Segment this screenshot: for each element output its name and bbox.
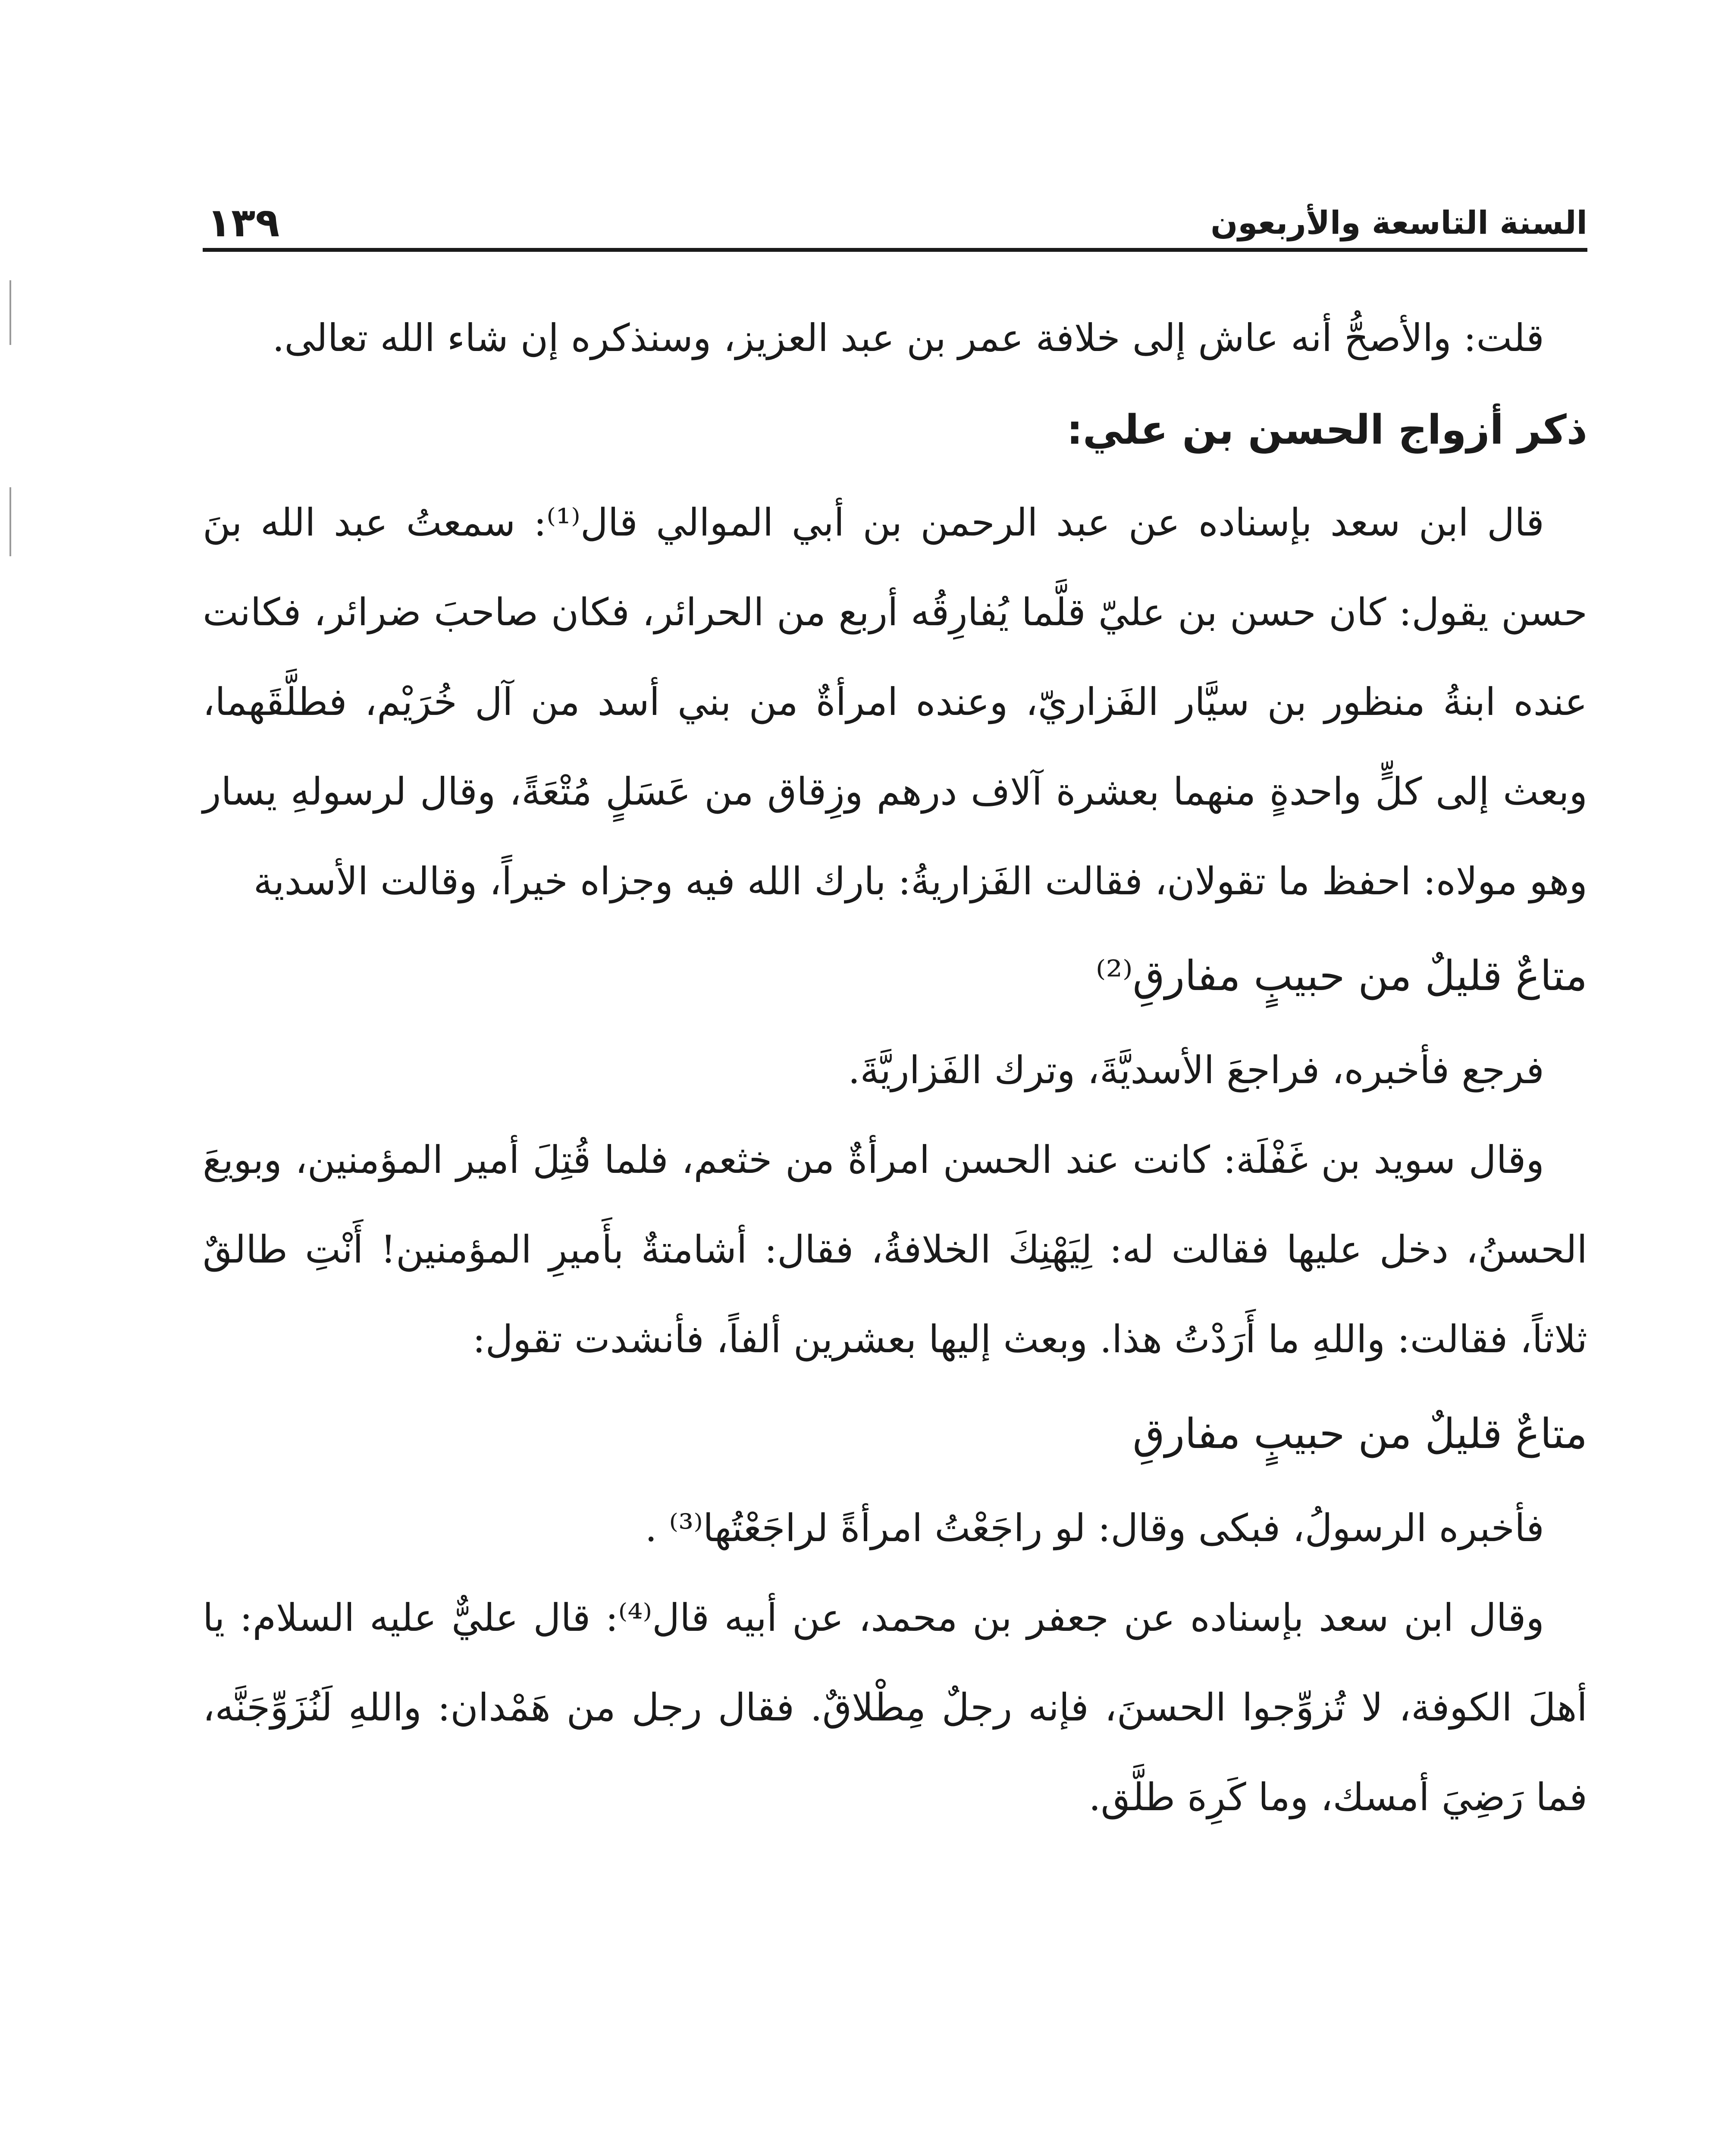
header-rule bbox=[203, 248, 1587, 252]
section-heading: ذكر أزواج الحسن بن علي: bbox=[1066, 407, 1587, 454]
paragraph: قال ابن سعد بإسناده عن عبد الرحمن بن أبي الموالي قال⁽¹⁾: سمعتُ عبد الله بنَ حسن يقول: كان حسن بن عليّ قلَّما يُفارِقُه أربع من الحرائر، فكان صاحبَ ضرائر، فكانت عنده ابنةُ منظور بن سيَّار الفَزاريّ، وعنده امرأةٌ من بني أسد من آل خُرَيْم، فطلَّقَهما، وبعث إلى كلٍّ واحدةٍ منهما بعشرة آلاف درهم وزِقاق من عَسَلٍ مُتْعَةً، وقال لرسولهِ يسار وهو مولاه: احفظ ما تقولان، فقالت الفَزاريةُ: بارك الله فيه وجزاه خيراً، وقالت الأسدية bbox=[203, 500, 1587, 903]
paragraph: فرجع فأخبره، فراجعَ الأسديَّةَ، وترك الفَزاريَّةَ. bbox=[848, 1048, 1544, 1092]
page-number: ١٣٩ bbox=[207, 200, 280, 246]
scan-margin-mark bbox=[9, 280, 11, 345]
verse-line: متاعٌ قليلٌ من حبيبٍ مفارقِ bbox=[1132, 1410, 1587, 1458]
paragraph: قلت: والأصحُّ أنه عاش إلى خلافة عمر بن عبد العزيز، وسنذكره إن شاء الله تعالى. bbox=[272, 316, 1544, 360]
running-title: السنة التاسعة والأربعون bbox=[1210, 204, 1587, 241]
verse-line: متاعٌ قليلٌ من حبيبٍ مفارقِ⁽²⁾ bbox=[1095, 952, 1587, 1000]
main-text bbox=[203, 293, 1587, 1842]
page-header bbox=[203, 172, 1587, 250]
scan-margin-mark bbox=[9, 487, 11, 556]
paragraph: فأخبره الرسولُ، فبكى وقال: لو راجَعْتُ امرأةً لراجَعْتُها⁽³⁾ . bbox=[645, 1506, 1544, 1550]
paragraph: وقال ابن سعد بإسناده عن جعفر بن محمد، عن أبيه قال⁽⁴⁾: قال عليٌّ عليه السلام: يا أهلَ الكوفة، لا تُزوِّجوا الحسنَ، فإنه رجلٌ مِطْلاقٌ. فقال رجل من هَمْدان: واللهِ لَنُزَوِّجَنَّه، فما رَضِيَ أمسك، وما كَرِهَ طلَّق. bbox=[203, 1595, 1587, 1819]
paragraph: وقال سويد بن غَفْلَة: كانت عند الحسن امرأةٌ من خثعم، فلما قُتِلَ أمير المؤمنين، وبويعَ الحسنُ، دخل عليها فقالت له: لِيَهْنِكَ الخلافةُ، فقال: أشامتةٌ بأَميرِ المؤمنين! أَنْتِ طالقٌ ثلاثاً، فقالت: واللهِ ما أَرَدْتُ هذا. وبعث إليها بعشرين ألفاً، فأنشدت تقول: bbox=[203, 1138, 1588, 1361]
